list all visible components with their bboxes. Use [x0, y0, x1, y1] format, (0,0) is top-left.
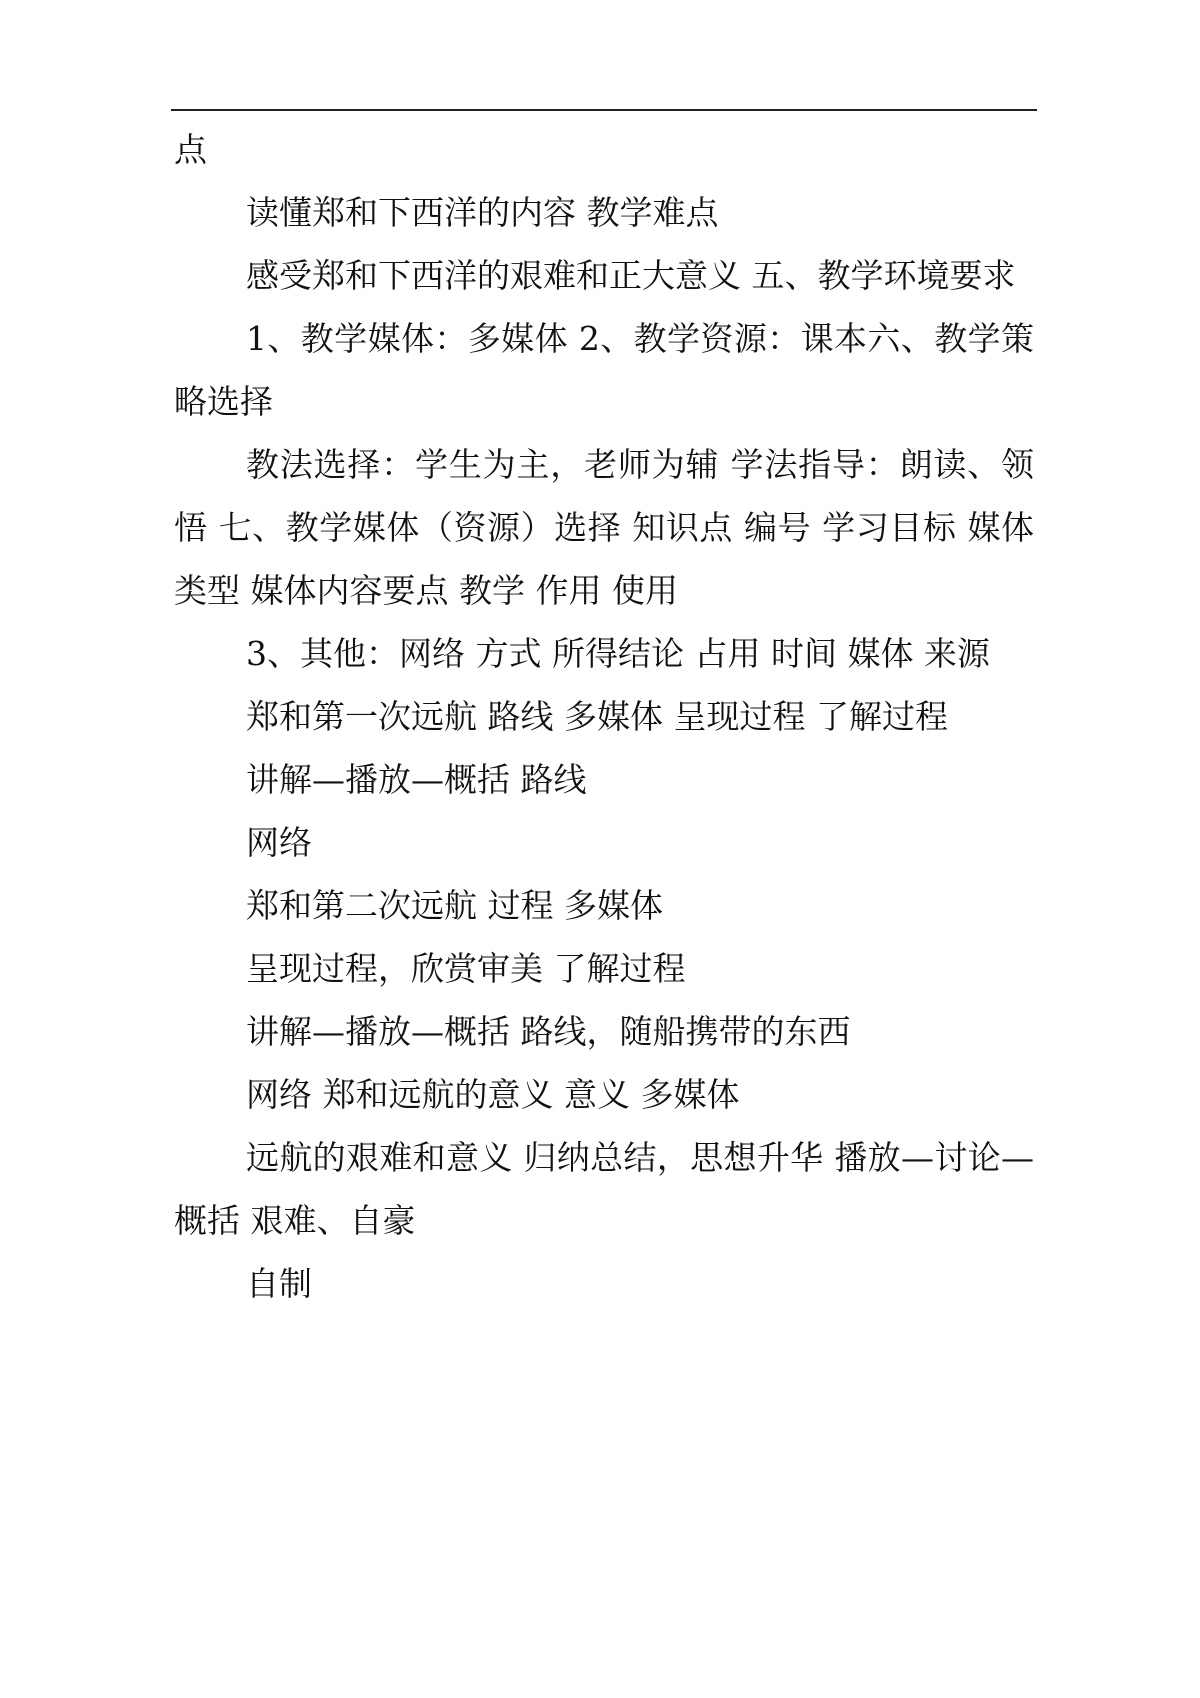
paragraph: 讲解—播放—概括 路线 — [246, 760, 587, 799]
paragraph: 网络 — [246, 823, 312, 862]
paragraph: 讲解—播放—概括 路线，随船携带的东西 — [246, 1012, 851, 1051]
document-body — [174, 118, 1034, 1315]
paragraph: 读懂郑和下西洋的内容 教学难点 — [246, 193, 719, 232]
paragraph: 点 — [174, 130, 207, 169]
paragraph: 郑和第二次远航 过程 多媒体 — [246, 886, 663, 925]
paragraph: 1、教学媒体：多媒体 2、教学资源：课本六、教学策略选择 — [174, 319, 1034, 421]
paragraph: 郑和第一次远航 路线 多媒体 呈现过程 了解过程 — [246, 697, 948, 736]
paragraph: 网络 郑和远航的意义 意义 多媒体 — [246, 1075, 740, 1114]
paragraph: 感受郑和下西洋的艰难和正大意义 五、教学环境要求 — [246, 256, 1016, 295]
header-rule — [171, 109, 1037, 111]
paragraph: 远航的艰难和意义 归纳总结，思想升华 播放—讨论—概括 艰难、自豪 — [174, 1138, 1034, 1240]
paragraph: 呈现过程，欣赏审美 了解过程 — [246, 949, 686, 988]
paragraph: 教法选择：学生为主，老师为辅 学法指导：朗读、领悟 七、教学媒体（资源）选择 知识点 编号 学习目标 媒体 类型 媒体内容要点 教学 作用 使用 — [174, 445, 1034, 610]
paragraph: 自制 — [246, 1264, 312, 1303]
paragraph: 3、其他：网络 方式 所得结论 占用 时间 媒体 来源 — [246, 634, 990, 673]
